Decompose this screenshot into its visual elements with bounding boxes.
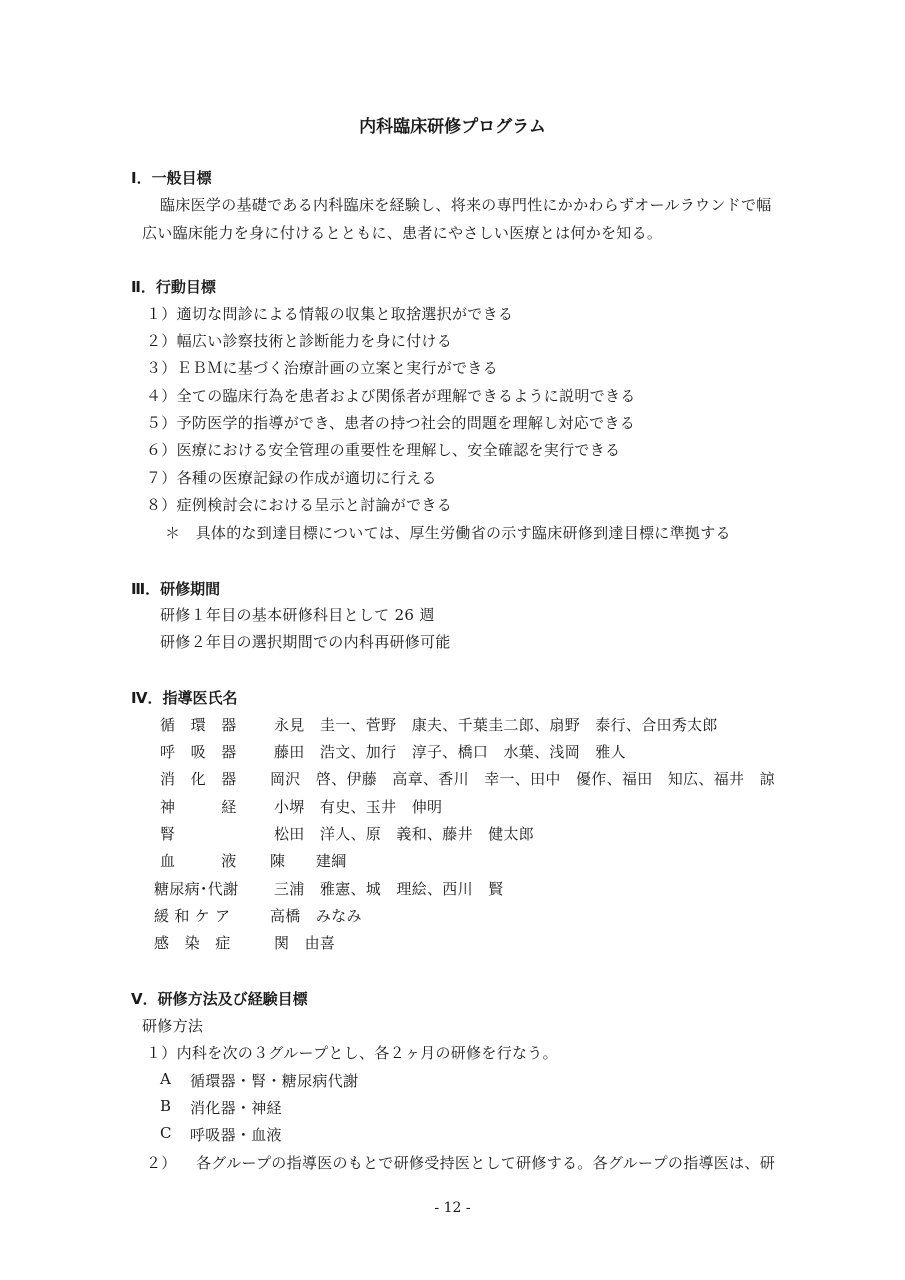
section-1-line-1: 臨床医学の基礎である内科臨床を経験し、将来の専門性にかかわらずオールラウンドで幅	[160, 196, 772, 214]
goal-item: １）適切な問診による情報の収集と取捨選択ができる	[146, 305, 514, 323]
dept-label: 感 染 症	[154, 934, 231, 952]
dept-label: 緩 和 ケ ア	[154, 907, 231, 925]
group-text: 循環器・腎・糖尿病代謝	[190, 1072, 359, 1090]
goal-note: ＊ 具体的な到達目標については、厚生労働省の示す臨床研修到達目標に準拠する	[165, 524, 731, 542]
page-number: - 12 -	[434, 1200, 471, 1216]
period-line: 研修２年目の選択期間での内科再研修可能	[160, 633, 451, 651]
goal-item: ５）予防医学的指導ができ、患者の持つ社会的問題を理解し対応できる	[146, 414, 636, 432]
doctor-names: 陳 建綱	[270, 852, 347, 870]
goal-item: ８）症例検討会における呈示と討論ができる	[146, 496, 453, 514]
method-subheading: 研修方法	[142, 1017, 204, 1035]
page-title: 内科臨床研修プログラム	[359, 117, 546, 137]
goal-item: ６）医療における安全管理の重要性を理解し、安全確認を実行できる	[146, 441, 621, 459]
goal-item: ２）幅広い診察技術と診断能力を身に付ける	[146, 332, 453, 350]
group-letter: A	[160, 1070, 172, 1088]
method-item-2-number: ２）	[146, 1154, 177, 1172]
doctor-names: 岡沢 啓、伊藤 高章、香川 幸一、田中 優作、福田 知広、福井 諒	[270, 770, 775, 788]
dept-label: 神 経	[160, 798, 237, 816]
section-1-line-2: 広い臨床能力を身に付けるとともに、患者にやさしい医療とは何かを知る。	[142, 224, 663, 242]
group-letter: C	[160, 1124, 172, 1142]
section-3-heading: Ⅲ．研修期間	[131, 580, 221, 598]
period-line: 研修１年目の基本研修科目として 26 週	[160, 606, 435, 624]
group-text: 消化器・神経	[190, 1099, 282, 1117]
goal-item: ３）ＥＢＭに基づく治療計画の立案と実行ができる	[146, 359, 498, 377]
section-5-heading: Ⅴ．研修方法及び経験目標	[131, 990, 308, 1008]
group-text: 呼吸器・血液	[190, 1126, 282, 1144]
dept-label: 呼 吸 器	[160, 743, 237, 761]
group-letter: B	[160, 1097, 172, 1115]
doctor-names: 小堺 有史、玉井 伸明	[274, 798, 443, 816]
dept-label: 循 環 器	[160, 716, 237, 734]
dept-label: 糖尿病･代謝	[154, 880, 239, 898]
goal-item: ７）各種の医療記録の作成が適切に行える	[146, 469, 437, 487]
dept-label: 消 化 器	[160, 770, 237, 788]
section-2-heading: Ⅱ．行動目標	[131, 278, 216, 296]
method-item-1: １）内科を次の３グループとし、各２ヶ月の研修を行なう。	[146, 1044, 558, 1062]
doctor-names: 藤田 浩文、加行 淳子、橋口 水葉、浅岡 雅人	[274, 743, 626, 761]
doctor-names: 三浦 雅憲、城 理絵、西川 賢	[274, 880, 504, 898]
doctor-names: 関 由喜	[274, 934, 336, 952]
method-item-2-text: 各グループの指導医のもとで研修受持医として研修する。各グループの指導医は、研	[196, 1154, 776, 1172]
goal-item: ４）全ての臨床行為を患者および関係者が理解できるように説明できる	[146, 387, 636, 405]
doctor-names: 高橋 みなみ	[270, 907, 362, 925]
section-1-heading: Ⅰ．一般目標	[131, 169, 212, 187]
dept-label: 血 液	[160, 852, 237, 870]
doctor-names: 永見 圭一、菅野 康夫、千葉圭二郎、扇野 泰行、合田秀太郎	[274, 716, 718, 734]
doctor-names: 松田 洋人、原 義和、藤井 健太郎	[274, 825, 535, 843]
dept-label: 腎	[160, 825, 176, 843]
section-4-heading: Ⅳ．指導医氏名	[131, 689, 238, 707]
